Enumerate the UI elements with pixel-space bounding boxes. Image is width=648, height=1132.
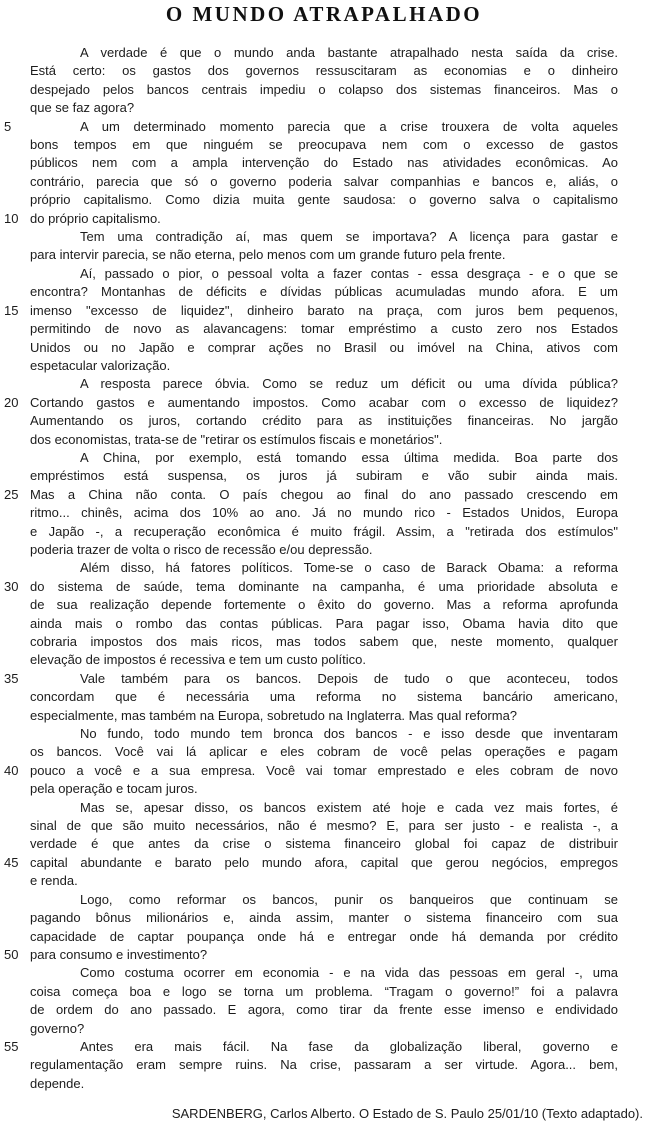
line-text: Mas se, apesar disso, os bancos existem até hoje e cada vez mais fortes, é bbox=[80, 799, 618, 815]
text-line bbox=[30, 872, 618, 890]
line-text: despejado pelos bancos centrais impediu o colapso dos sistemas financeiros. Mas o bbox=[30, 81, 618, 97]
line-text: pela operação e tocam juros. bbox=[30, 781, 198, 797]
line-text: encontra? Montanhas de déficits e dívidas públicas acumuladas mundo afora. E um bbox=[30, 284, 618, 300]
text-line bbox=[30, 817, 618, 835]
text-line bbox=[30, 523, 618, 541]
line-text: dos economistas, trata-se de "retirar os estímulos fiscais e monetários". bbox=[30, 431, 443, 447]
text-line bbox=[4, 578, 618, 596]
text-line bbox=[30, 431, 618, 449]
text-line bbox=[30, 909, 618, 927]
text-line bbox=[30, 541, 618, 559]
line-text: próprio capitalismo. Como dizia muita gente saudosa: o governo salva o capitalismo bbox=[30, 192, 618, 208]
text-line bbox=[30, 375, 618, 393]
text-line bbox=[30, 891, 618, 909]
text-line bbox=[30, 1075, 618, 1093]
line-number: 15 bbox=[4, 302, 19, 318]
line-text: poderia trazer de volta o risco de recessão e/ou depressão. bbox=[30, 541, 373, 557]
text-line bbox=[30, 357, 618, 375]
line-text: A China, por exemplo, está tomando essa última medida. Boa parte dos bbox=[80, 449, 618, 465]
line-text: especialmente, mas também na Europa, sobretudo na Inglaterra. Mas qual reforma? bbox=[30, 707, 518, 723]
line-text: cobraria impostos dos mais ricos, mas todos sabem que, neste momento, qualquer bbox=[30, 634, 618, 649]
text-line bbox=[30, 320, 618, 338]
line-text: coisa começa boa e logo se torna um problema. “Tragam o governo!” foi a palavra bbox=[30, 983, 618, 999]
line-text: sinal de que são muito necessários, não é mesmo? E, para ser justo - e realista -, a bbox=[30, 818, 618, 834]
line-text: No fundo, todo mundo tem bronca dos bancos - e isso desde que inventaram bbox=[80, 726, 618, 742]
line-text: Antes era mais fácil. Na fase da globalização liberal, governo e bbox=[80, 1038, 618, 1054]
line-number: 30 bbox=[4, 578, 19, 594]
line-text: Aí, passado o pior, o pessoal volta a fazer contas - essa desgraça - e o que se bbox=[80, 265, 618, 281]
text-line bbox=[30, 99, 618, 117]
text-line bbox=[30, 835, 618, 853]
line-text: Vale também para os bancos. Depois de tudo o que aconteceu, todos bbox=[80, 670, 618, 686]
line-text: do próprio capitalismo. bbox=[30, 210, 161, 226]
text-line bbox=[4, 854, 618, 872]
text-line bbox=[4, 946, 618, 964]
line-text: pouco a você e a sua empresa. Você vai tomar emprestado e eles cobram de novo bbox=[30, 762, 618, 778]
text-line bbox=[30, 596, 618, 614]
text-line bbox=[30, 780, 618, 798]
text-line bbox=[30, 964, 618, 982]
text-line bbox=[4, 762, 618, 780]
line-text: Tem uma contradição aí, mas quem se importava? A licença para gastar e bbox=[80, 229, 618, 245]
line-text: A um determinado momento parecia que a crise trouxera de volta aqueles bbox=[80, 118, 618, 134]
line-text: concordam que é necessária uma reforma no sistema bancário americano, bbox=[30, 689, 618, 705]
line-text: Unidos ou no Japão e comprar ações no Brasil ou imóvel na China, ativos com bbox=[30, 339, 618, 355]
text-line bbox=[30, 44, 618, 62]
line-number: 40 bbox=[4, 762, 19, 778]
text-line bbox=[4, 1038, 618, 1056]
text-line bbox=[30, 725, 618, 743]
line-text: Mas a China não conta. O país chegou ao final do ano passado crescendo em bbox=[30, 486, 618, 502]
line-text: Está certo: os gastos dos governos ressuscitaram as economias e o dinheiro bbox=[30, 63, 618, 79]
line-number: 20 bbox=[4, 394, 19, 410]
text-line bbox=[30, 467, 618, 485]
line-number: 35 bbox=[4, 670, 19, 686]
text-line bbox=[30, 799, 618, 817]
text-line bbox=[30, 283, 618, 301]
line-text: Como costuma ocorrer em economia - e na vida das pessoas em geral -, uma bbox=[80, 965, 618, 981]
text-line bbox=[30, 928, 618, 946]
text-line bbox=[30, 504, 618, 522]
line-text: depende. bbox=[30, 1075, 85, 1091]
line-text: espetacular valorização. bbox=[30, 357, 171, 373]
text-line bbox=[30, 154, 618, 172]
line-text: Cortando gastos e aumentando impostos. Como acabar com o excesso de liquidez? bbox=[30, 394, 618, 410]
line-text: os bancos. Você vai lá aplicar e eles cobram de você pelas operações e pagam bbox=[30, 744, 618, 760]
line-text: ainda mais o rombo das contas públicas. Para pagar isso, Obama havia dito que bbox=[30, 615, 618, 631]
line-text: regulamentação eram sempre ruins. Na crise, passaram a ser virtude. Agora... bem, bbox=[30, 1057, 618, 1073]
text-line bbox=[30, 983, 618, 1001]
line-number: 55 bbox=[4, 1038, 19, 1054]
text-line bbox=[30, 688, 618, 706]
text-line bbox=[4, 118, 618, 136]
line-number: 10 bbox=[4, 210, 19, 226]
text-line bbox=[30, 743, 618, 761]
text-line bbox=[30, 191, 618, 209]
line-text: de sua realização depende fortemente o êxito do governo. Mas a reforma aprofunda bbox=[30, 597, 618, 613]
text-line bbox=[30, 81, 618, 99]
text-line bbox=[4, 670, 618, 688]
text-line bbox=[30, 1001, 618, 1019]
text-line bbox=[4, 394, 618, 412]
line-text: verdade é que antes da crise o sistema financeiro global foi capaz de distribuir bbox=[30, 836, 618, 852]
line-text: de ordem do ano passado. E agora, como tirar da frente esse imenso e endividado bbox=[30, 1002, 618, 1018]
text-line bbox=[30, 136, 618, 154]
line-text: governo? bbox=[30, 1020, 85, 1036]
line-text: empréstimos está suspensa, os juros já subiram e vão subir ainda mais. bbox=[30, 468, 618, 484]
line-text: que se faz agora? bbox=[30, 100, 135, 116]
line-text: elevação de impostos é recessiva e tem um custo político. bbox=[30, 652, 366, 668]
text-line bbox=[30, 651, 618, 669]
line-text: do sistema de saúde, tema dominante na campanha, é uma prioridade absoluta e bbox=[30, 578, 618, 594]
line-number: 5 bbox=[4, 118, 12, 134]
line-text: para intervir parecia, se não eterna, pelo menos com um grande futuro pela frente. bbox=[30, 247, 506, 263]
text-line bbox=[30, 265, 618, 283]
page-title: O MUNDO ATRAPALHADO bbox=[165, 2, 483, 26]
text-line bbox=[30, 62, 618, 80]
text-line bbox=[30, 707, 618, 725]
line-text: contrário, parecia que só o governo poderia salvar companhias e bancos e, aliás, o bbox=[30, 173, 618, 189]
line-text: Aumentando os juros, cortando crédito para as instituições financeiras. No jargão bbox=[30, 413, 618, 429]
text-line bbox=[4, 486, 618, 504]
line-number: 25 bbox=[4, 486, 19, 502]
line-text: para consumo e investimento? bbox=[30, 946, 208, 962]
citation: SARDENBERG, Carlos Alberto. O Estado de S. Paulo 25/01/10 (Texto adaptado). bbox=[171, 1106, 643, 1121]
text-line bbox=[30, 1020, 618, 1038]
text-line bbox=[30, 615, 618, 633]
line-text: capital abundante e barato pelo mundo afora, capital que gerou negócios, empregos bbox=[30, 854, 618, 870]
line-text: A verdade é que o mundo anda bastante atrapalhado nesta saída da crise. bbox=[80, 45, 618, 60]
line-text: bons tempos em que ninguém se preocupava nem com o excesso de gastos bbox=[30, 137, 618, 153]
line-text: públicos nem com a ampla intervenção do Estado nas atividades econômicas. Ao bbox=[30, 155, 618, 171]
text-line bbox=[4, 210, 618, 228]
text-line bbox=[30, 633, 618, 651]
text-line bbox=[30, 559, 618, 577]
line-text: imenso "excesso de liquidez", dinheiro barato na praça, com juros bem pequenos, bbox=[30, 302, 618, 318]
text-line bbox=[30, 449, 618, 467]
line-text: Logo, como reformar os bancos, punir os banqueiros que continuam se bbox=[80, 891, 618, 907]
line-text: e renda. bbox=[30, 873, 78, 889]
text-line bbox=[30, 412, 618, 430]
line-text: ritmo... chinês, acima dos 10% ao ano. Já no mundo rico - Estados Unidos, Europa bbox=[30, 505, 618, 521]
text-line bbox=[4, 302, 618, 320]
line-text: A resposta parece óbvia. Como se reduz um déficit ou uma dívida pública? bbox=[80, 376, 618, 392]
text-line bbox=[30, 339, 618, 357]
text-line bbox=[30, 228, 618, 246]
text-line bbox=[30, 173, 618, 191]
line-text: capacidade de captar poupança onde há e entregar onde há demanda por crédito bbox=[30, 928, 618, 944]
line-text: pagando bônus milionários e, ainda assim, manter o sistema financeiro com sua bbox=[30, 910, 618, 926]
line-text: Além disso, há fatores políticos. Tome-se o caso de Barack Obama: a reforma bbox=[80, 560, 618, 576]
line-text: e Japão -, a recuperação econômica é muito frágil. Assim, a "retirada dos estímulos" bbox=[30, 523, 618, 539]
text-line bbox=[30, 1056, 618, 1074]
text-line bbox=[30, 246, 618, 264]
line-number: 50 bbox=[4, 946, 19, 962]
text-block bbox=[4, 44, 618, 1093]
line-text: permitindo de novo as alavancagens: tomar empréstimo a custo zero nos Estados bbox=[30, 321, 618, 337]
line-number: 45 bbox=[4, 854, 19, 870]
